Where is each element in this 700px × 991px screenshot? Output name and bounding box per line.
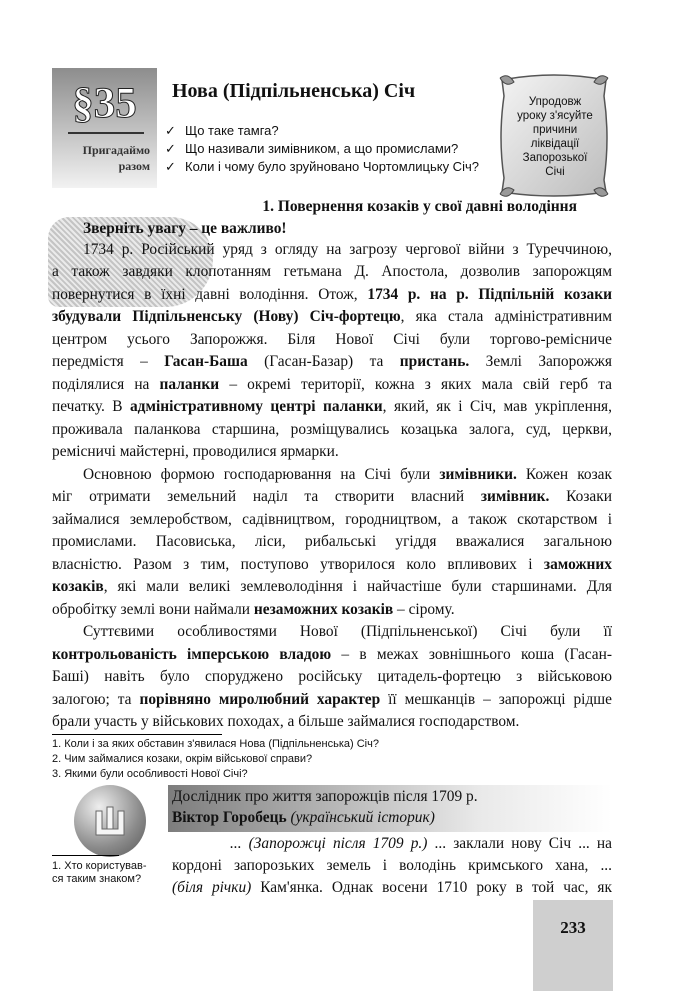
text-line: повернутися в їхні давні володіння. Отож, 1734 р. на р. Підпільній козаки bbox=[52, 286, 612, 303]
icon-question: 1. Хто користував- ся таким знаком? bbox=[52, 860, 147, 885]
text-line: Основною формою господарювання на Січі були зимівники. Кожен козак bbox=[83, 466, 612, 483]
divider bbox=[52, 855, 119, 856]
text-line: Суттєвими особливостями Нової (Підпільненської) Січі були її bbox=[83, 623, 612, 640]
review-question: 1. Коли і за яких обставин з'явилася Нова (Підпільненська) Січ? bbox=[52, 738, 379, 750]
text-line: ремісничі майстерні, проводилися ярмарки. bbox=[52, 443, 339, 460]
recall-label: Пригадаймо разом bbox=[82, 143, 150, 173]
tamga-emblem-icon bbox=[74, 785, 146, 857]
text-line: залогою; та порівняно миролюбний характер її мешканців – запорожці рідше bbox=[52, 691, 612, 708]
checkmark-icon: ✓ bbox=[165, 141, 176, 156]
text-line: контрольованість імперською владою – в межах зовнішнього коша (Гасан- bbox=[52, 646, 613, 663]
lesson-title: Нова (Підпільненська) Січ bbox=[172, 80, 416, 102]
text-line: поділялися на паланки – окремі території, кожна з яких мала свій герб та bbox=[52, 376, 612, 393]
text-line: брали участь у військових походах, а більше займалися господарством. bbox=[52, 713, 520, 730]
divider bbox=[52, 734, 222, 735]
text-line: козаків, які мали великі землеволодіння і найчастіше були старшинами. Для bbox=[52, 578, 612, 595]
recall-question: ✓ Коли і чому було зруйновано Чортомлицьку Січ? bbox=[165, 159, 479, 174]
checkmark-icon: ✓ bbox=[165, 159, 176, 174]
text-line: займалися землеробством, садівництвом, городництвом, а також скотарством і bbox=[52, 511, 612, 528]
source-text: ... (Запорожці після 1709 р.) ... заклали нову Січ ... на bbox=[230, 835, 612, 852]
paragraph-badge bbox=[52, 68, 157, 188]
text-line: Баші) навіть було споруджено російську цитадель-фортецю з військовою bbox=[52, 668, 612, 685]
review-question: 2. Чим займалися козаки, окрім військової справи? bbox=[52, 753, 313, 765]
text-line: збудували Підпільненську (Нову) Січ-фортецю, яка стала адміністративним bbox=[52, 308, 612, 325]
recall-question: ✓ Що називали зимівником, а що промислами? bbox=[165, 141, 459, 156]
text-line: обробітку землі вони наймали незаможних козаків – сірому. bbox=[52, 601, 455, 618]
text-line: передмістя – Гасан-Баша (Гасан-Базар) та пристань. Землі Запорожжя bbox=[52, 353, 612, 370]
source-author: Віктор Горобець (український історик) bbox=[172, 809, 435, 826]
paragraph-number: §35 bbox=[72, 80, 137, 127]
text-line: міг отримати земельний наділ та створити власний зимівник. Козаки bbox=[52, 488, 612, 505]
review-question: 3. Якими були особливості Нової Січі? bbox=[52, 768, 248, 780]
section-title: 1. Повернення козаків у свої давні володіння bbox=[262, 198, 577, 215]
text-line: проживала паланкова старшина, розміщувались козацька залога, суд, церкви, bbox=[52, 421, 612, 438]
checkmark-icon: ✓ bbox=[165, 123, 176, 138]
page-number-tab bbox=[533, 900, 613, 991]
paragraph-divider bbox=[68, 132, 144, 134]
source-text: кордоні запорозьких земель і володінь кримського хана, ... bbox=[172, 857, 612, 874]
page-number: 233 bbox=[560, 918, 586, 937]
text-line: 1734 р. Російський уряд з огляду на загрозу чергової війни з Туреччиною, bbox=[83, 241, 612, 258]
text-line: промислами. Пасовиська, ліси, рибальські угіддя вважалися загальною bbox=[52, 533, 612, 550]
text-line: власністю. Разом з тим, поступово утворилося коло впливових і заможних bbox=[52, 556, 612, 573]
source-text: (біля річки) Кам'янка. Однак восени 1710 року в той час, як bbox=[172, 879, 612, 896]
text-line: печатку. В адміністративному центрі паланки, який, як і Січ, мав укріплення, bbox=[52, 398, 612, 415]
recall-question: ✓ Що таке тамга? bbox=[165, 123, 279, 138]
scroll-text: Упродовж уроку з'ясуйте причини ліквідації Запорозької Січі bbox=[517, 96, 593, 178]
source-heading: Дослідник про життя запорожців після 1709 р. bbox=[172, 788, 478, 805]
text-line: центром усього Запорожжя. Біля Нової Січі були торгово-ремісниче bbox=[52, 331, 612, 348]
goal-scroll bbox=[494, 68, 614, 203]
attention-note: Зверніть увагу – це важливо! bbox=[83, 220, 287, 237]
text-line: а також завдяки клопотанням гетьмана Д. Апостола, дозволив запорожцям bbox=[52, 263, 612, 280]
